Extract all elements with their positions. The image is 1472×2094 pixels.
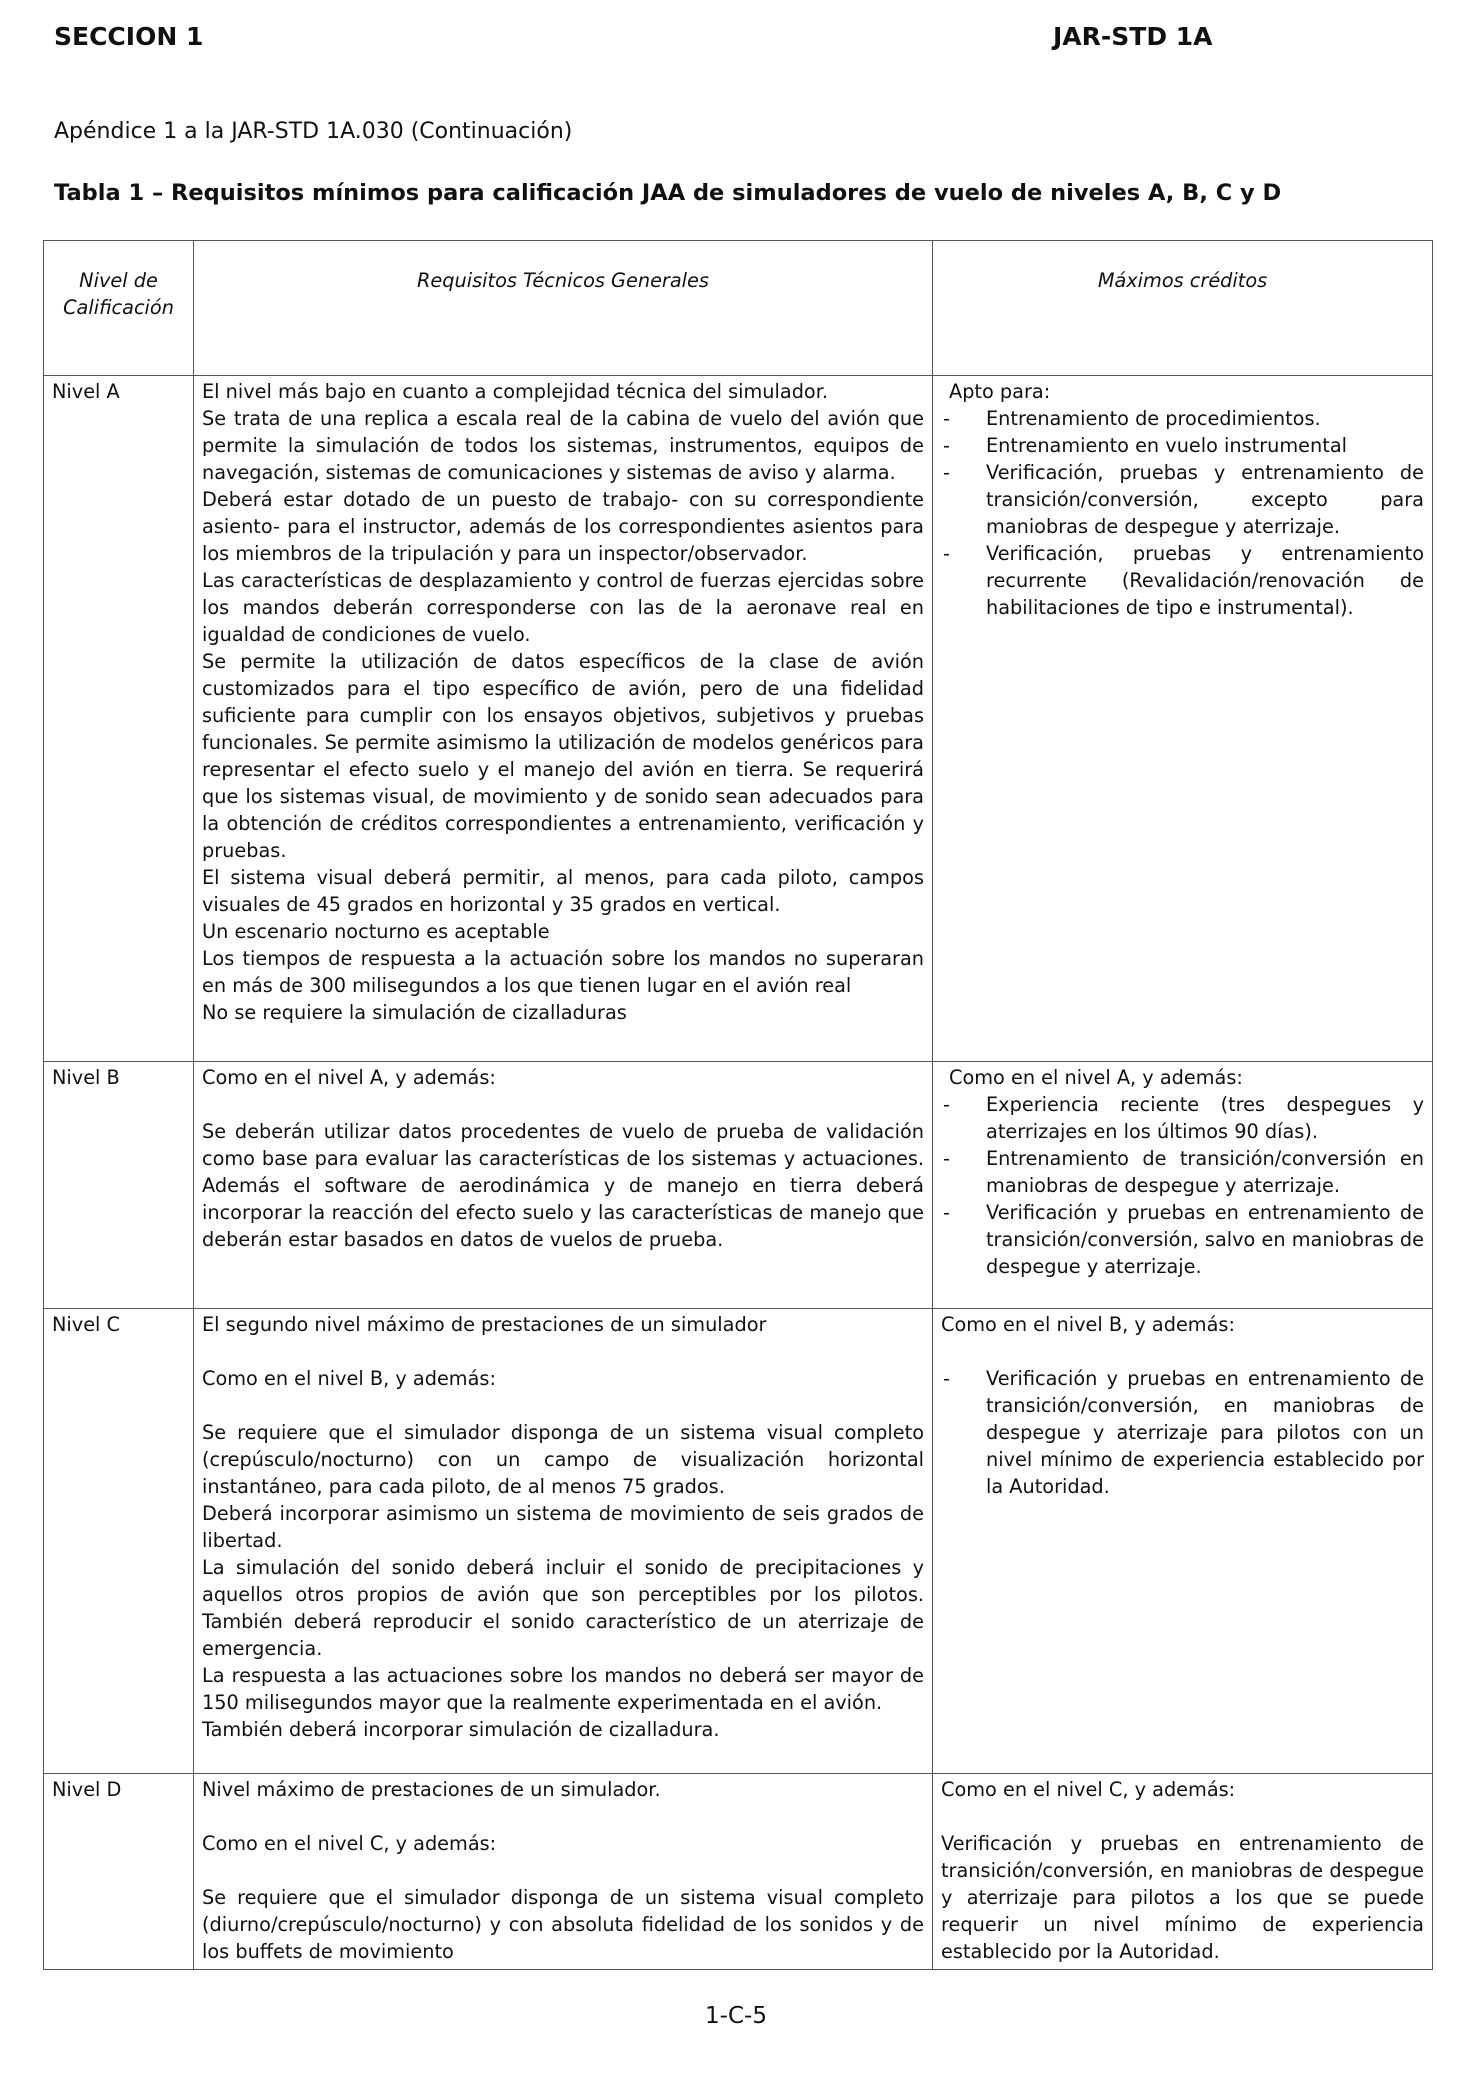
- credits-paragraph: Verificación y pruebas en entrenamiento de transición/conversión, en maniobras de despegue y aterrizaje para pilotos a los que se puede requerir un nivel mínimo de experiencia establecido por la Autoridad.: [941, 1832, 1424, 1963]
- level-cell: Nivel B: [44, 1062, 194, 1309]
- requirement-paragraph: Se permite la utilización de datos específicos de la clase de avión customizados para el tipo específico de avión, pero de una fidelidad suficiente para cumplir con los ensayos objetivos, subjetivos y pruebas funcionales. Se permite asimismo la utilización de modelos genéricos para representar el efecto suelo y el manejo del avión en tierra. Se requerirá que los sistemas visual, de movimiento y de sonido sean adecuados para la obtención de créditos correspondientes a entrenamiento, verificación y pruebas.: [202, 650, 924, 862]
- list-item: - Verificación y pruebas en entrenamiento de transición/conversión, salvo en maniobras de despegue y aterrizaje.: [941, 1199, 1424, 1280]
- credits-cell: [933, 1062, 1433, 1309]
- credits-list: [941, 1365, 1424, 1500]
- level-cell: Nivel D: [44, 1774, 194, 1970]
- page-number: 1-C-5: [705, 2003, 767, 2029]
- header-level: Nivel de Calificación: [44, 241, 194, 376]
- requirement-paragraph: Se requiere que el simulador disponga de un sistema visual completo (diurno/crepúsculo/nocturno) y con absoluta fidelidad de los sonidos y de los buffets de movimiento: [202, 1886, 924, 1963]
- list-item: - Verificación, pruebas y entrenamiento recurrente (Revalidación/renovación de habilitaciones de tipo e instrumental).: [941, 540, 1424, 621]
- credits-list: [941, 405, 1424, 621]
- table-header-row: [44, 241, 1433, 376]
- requirements-cell: [194, 1309, 933, 1774]
- table-title: Tabla 1 – Requisitos mínimos para calificación JAA de simuladores de vuelo de niveles A, B, C y D: [54, 180, 1282, 206]
- credits-cell: [933, 1774, 1433, 1970]
- requirements-cell: [194, 376, 933, 1062]
- table-row: [44, 376, 1433, 1062]
- level-cell: Nivel A: [44, 376, 194, 1062]
- document-code-header: JAR-STD 1A: [1053, 22, 1213, 51]
- requirements-cell: [194, 1062, 933, 1309]
- credits-intro: Como en el nivel C, y además:: [941, 1778, 1236, 1801]
- requirement-paragraph: El nivel más bajo en cuanto a complejidad técnica del simulador.: [202, 380, 829, 403]
- requirement-paragraph: Deberá incorporar asimismo un sistema de movimiento de seis grados de libertad.: [202, 1502, 924, 1552]
- requirement-paragraph: Deberá estar dotado de un puesto de trabajo- con su correspondiente asiento- para el instructor, además de los correspondientes asientos para los miembros de la tripulación y para un inspector/observador.: [202, 488, 924, 565]
- table-row: [44, 1062, 1433, 1309]
- requirement-paragraph: Se requiere que el simulador disponga de un sistema visual completo (crepúsculo/nocturno) con un campo de visualización horizontal instantáneo, para cada piloto, de al menos 75 grados.: [202, 1421, 924, 1498]
- requirement-paragraph: La respuesta a las actuaciones sobre los mandos no deberá ser mayor de 150 milisegundos mayor que la realmente experimentada en el avión.: [202, 1664, 924, 1714]
- requirement-lead: Nivel máximo de prestaciones de un simulador.: [202, 1778, 661, 1801]
- requirement-intro: Como en el nivel C, y además:: [202, 1832, 497, 1855]
- requirement-intro: Como en el nivel B, y además:: [202, 1367, 496, 1390]
- requirement-paragraph: La simulación del sonido deberá incluir el sonido de precipitaciones y aquellos otros propios de avión que son perceptibles por los pilotos. También deberá reproducir el sonido característico de un aterrizaje de emergencia.: [202, 1556, 924, 1660]
- list-item: - Verificación y pruebas en entrenamiento de transición/conversión, en maniobras de despegue y aterrizaje para pilotos con un nivel mínimo de experiencia establecido por la Autoridad.: [941, 1365, 1424, 1500]
- credits-list: [941, 1091, 1424, 1280]
- requirements-table: [43, 240, 1433, 1970]
- list-item: - Entrenamiento de transición/conversión en maniobras de despegue y aterrizaje.: [941, 1145, 1424, 1199]
- requirements-cell: [194, 1774, 933, 1970]
- requirement-paragraph: El sistema visual deberá permitir, al menos, para cada piloto, campos visuales de 45 grados en horizontal y 35 grados en vertical.: [202, 866, 924, 916]
- requirement-paragraph: Se deberán utilizar datos procedentes de vuelo de prueba de validación como base para evaluar las características de los sistemas y actuaciones. Además el software de aerodinámica y de manejo en tierra deberá incorporar la reacción del efecto suelo y las características de manejo que deberán estar basados en datos de vuelos de prueba.: [202, 1120, 924, 1251]
- level-cell: Nivel C: [44, 1309, 194, 1774]
- requirement-paragraph: Las características de desplazamiento y control de fuerzas ejercidas sobre los mandos deberán corresponderse con las de la aeronave real en igualdad de condiciones de vuelo.: [202, 569, 924, 646]
- section-header: SECCION 1: [54, 22, 204, 51]
- requirement-paragraph: Se trata de una replica a escala real de la cabina de vuelo del avión que permite la simulación de todos los sistemas, instrumentos, equipos de navegación, sistemas de comunicaciones y sistemas de aviso y alarma.: [202, 407, 924, 484]
- requirement-paragraph: Un escenario nocturno es aceptable: [202, 920, 550, 943]
- list-item: - Verificación, pruebas y entrenamiento de transición/conversión, excepto para maniobras de despegue y aterrizaje.: [941, 459, 1424, 540]
- table-row: [44, 1309, 1433, 1774]
- list-item: - Experiencia reciente (tres despegues y aterrizajes en los últimos 90 días).: [941, 1091, 1424, 1145]
- table-row: [44, 1774, 1433, 1970]
- requirement-intro: Como en el nivel A, y además:: [202, 1066, 496, 1089]
- list-item: - Entrenamiento de procedimientos.: [941, 405, 1424, 432]
- appendix-line: Apéndice 1 a la JAR-STD 1A.030 (Continuación): [54, 119, 573, 144]
- credits-intro: Como en el nivel A, y además:: [949, 1066, 1243, 1089]
- header-credits: Máximos créditos: [933, 241, 1433, 376]
- requirement-paragraph: También deberá incorporar simulación de cizalladura.: [202, 1718, 720, 1741]
- credits-intro: Como en el nivel B, y además:: [941, 1313, 1235, 1336]
- header-requirements: Requisitos Técnicos Generales: [194, 241, 933, 376]
- requirement-paragraph: No se requiere la simulación de cizalladuras: [202, 1001, 627, 1024]
- list-item: - Entrenamiento en vuelo instrumental: [941, 432, 1424, 459]
- requirement-paragraph: Los tiempos de respuesta a la actuación sobre los mandos no superaran en más de 300 milisegundos a los que tienen lugar en el avión real: [202, 947, 924, 997]
- requirement-lead: El segundo nivel máximo de prestaciones de un simulador: [202, 1313, 767, 1336]
- credits-cell: [933, 376, 1433, 1062]
- credits-intro: Apto para:: [949, 380, 1051, 403]
- credits-cell: [933, 1309, 1433, 1774]
